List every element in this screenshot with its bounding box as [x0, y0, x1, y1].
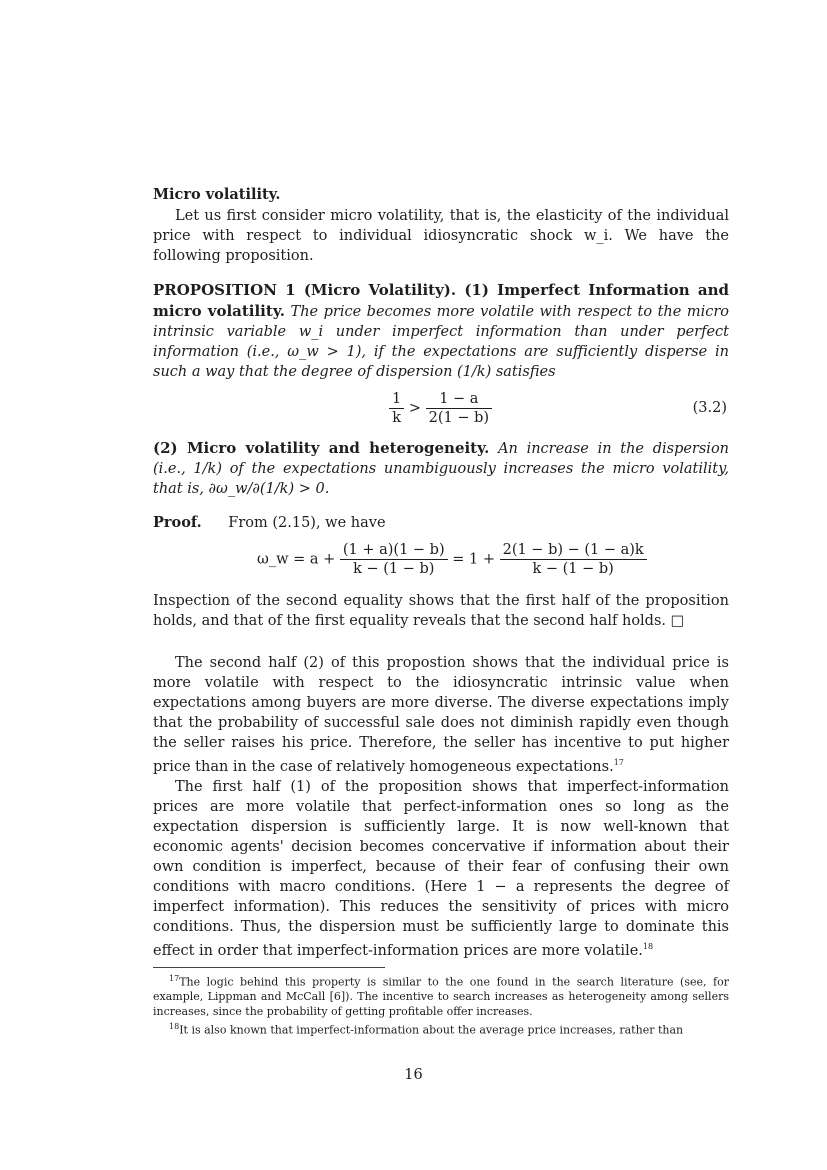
eq-lhs-fraction: [389, 390, 404, 427]
proposition-part-2: [153, 438, 729, 499]
paragraph-1: [153, 653, 729, 777]
paragraph-1-text: The second half (2) of this propostion shows that the individual price is more volatile with respect to the idiosyncratic intrinsic value when expectations among buyers are more diverse. The diverse expectations imply that the probability of successful sale does not diminish rapidly even though the seller raises his price. Therefore, the seller has incentive to put higher price than in the case of relatively homogeneous expectations.: [153, 655, 729, 775]
footnote-17: [153, 971, 729, 1020]
eq-lhs-numerator: 1: [389, 390, 404, 409]
proof-eq-lead: ω_w = a +: [257, 551, 336, 568]
paper-body: [153, 186, 729, 1038]
footnote-18-mark: 18: [169, 1022, 180, 1032]
proof-eq-fraction-2: [500, 541, 647, 578]
proof-eq-f1-numerator: (1 + a)(1 − b): [340, 541, 448, 560]
proof-eq-mid: = 1 +: [452, 551, 495, 568]
paragraph-2-text: The first half (1) of the proposition shows that imperfect-information prices are more volatile that perfect-information ones so long as the expectation dispersion is sufficiently large. It is now well-known that economic agents' decision becomes concervative if information about their own condition is imperfect, because of their fear of confusing their own conditions with macro conditions. (Here 1 − a represents the degree of imperfect information). This reduces the sensitivity of prices with micro conditions. Thus, the dispersion must be sufficiently large to dominate this effect in order that imperfect-information prices are more volatile.: [153, 778, 729, 959]
proof-eq-f2-numerator: 2(1 − b) − (1 − a)k: [500, 541, 647, 560]
proposition-1: [153, 280, 729, 382]
paragraph-2: [153, 777, 729, 961]
eq-lhs-denominator: k: [392, 410, 402, 426]
equation-3-2: [153, 388, 729, 432]
eq-rhs-fraction: [426, 390, 492, 427]
footnote-ref-17: 17: [613, 758, 624, 767]
proof-conclusion: Inspection of the second equality shows that the first half of the proposition holds, and that of the first equality reveals that the second half holds. □: [153, 593, 729, 629]
page-number: 16: [404, 1067, 423, 1083]
eq-rhs-denominator: 2(1 − b): [428, 410, 490, 426]
proposition-heading-2: (2) Micro volatility and heterogeneity.: [153, 439, 490, 457]
equation-number: (3.2): [692, 400, 727, 416]
proposition-text-2: An increase in the dispersion (i.e., 1/k) of the expectations unambiguously increases the micro volatility, that is, ∂ω_w/∂(1/k) > 0.: [153, 441, 730, 497]
proof-lead: From (2.15), we have: [228, 515, 386, 531]
proof-block: [153, 513, 729, 533]
footnote-18-text: It is also known that imperfect-information about the average price increases, rather than: [179, 1023, 684, 1037]
proof-label: Proof.: [153, 514, 202, 531]
proof-eq-f2-denominator: k − (1 − b): [532, 561, 614, 577]
footnote-18: [153, 1019, 729, 1038]
intro-paragraph: Let us first consider micro volatility, that is, the elasticity of the individual price with respect to individual idiosyncratic shock w_i. We have the following proposition.: [153, 208, 729, 264]
footnote-17-text: The logic behind this property is similar to the one found in the search literature (see, for example, Lippman and McCall [6]). The incentive to search increases as heterogeneity among sellers increases, since the probability of getting profitable offer increases.: [153, 975, 729, 1019]
proposition-heading-1: PROPOSITION 1 (Micro Volatility). (1) Imperfect Information and micro volatility.: [153, 281, 729, 320]
footnote-ref-18: 18: [642, 941, 654, 951]
footnote-rule: [153, 967, 385, 968]
proof-eq-f1-denominator: k − (1 − b): [353, 561, 435, 577]
footnote-17-mark: 17: [169, 973, 180, 983]
proof-eq-fraction-1: [340, 541, 448, 578]
section-title: Micro volatility.: [153, 186, 281, 203]
eq-rhs-numerator: 1 − a: [426, 390, 492, 409]
proof-equation: [153, 539, 729, 585]
eq-operator: >: [408, 400, 421, 417]
proposition-text-1: The price becomes more volatile with respect to the micro intrinsic variable w_i under imperfect information than under perfect information (i.e., ω_w > 1), if the expectations are sufficiently disperse in such a way that the degree of dispersion (1/k) satisfies: [153, 304, 729, 380]
